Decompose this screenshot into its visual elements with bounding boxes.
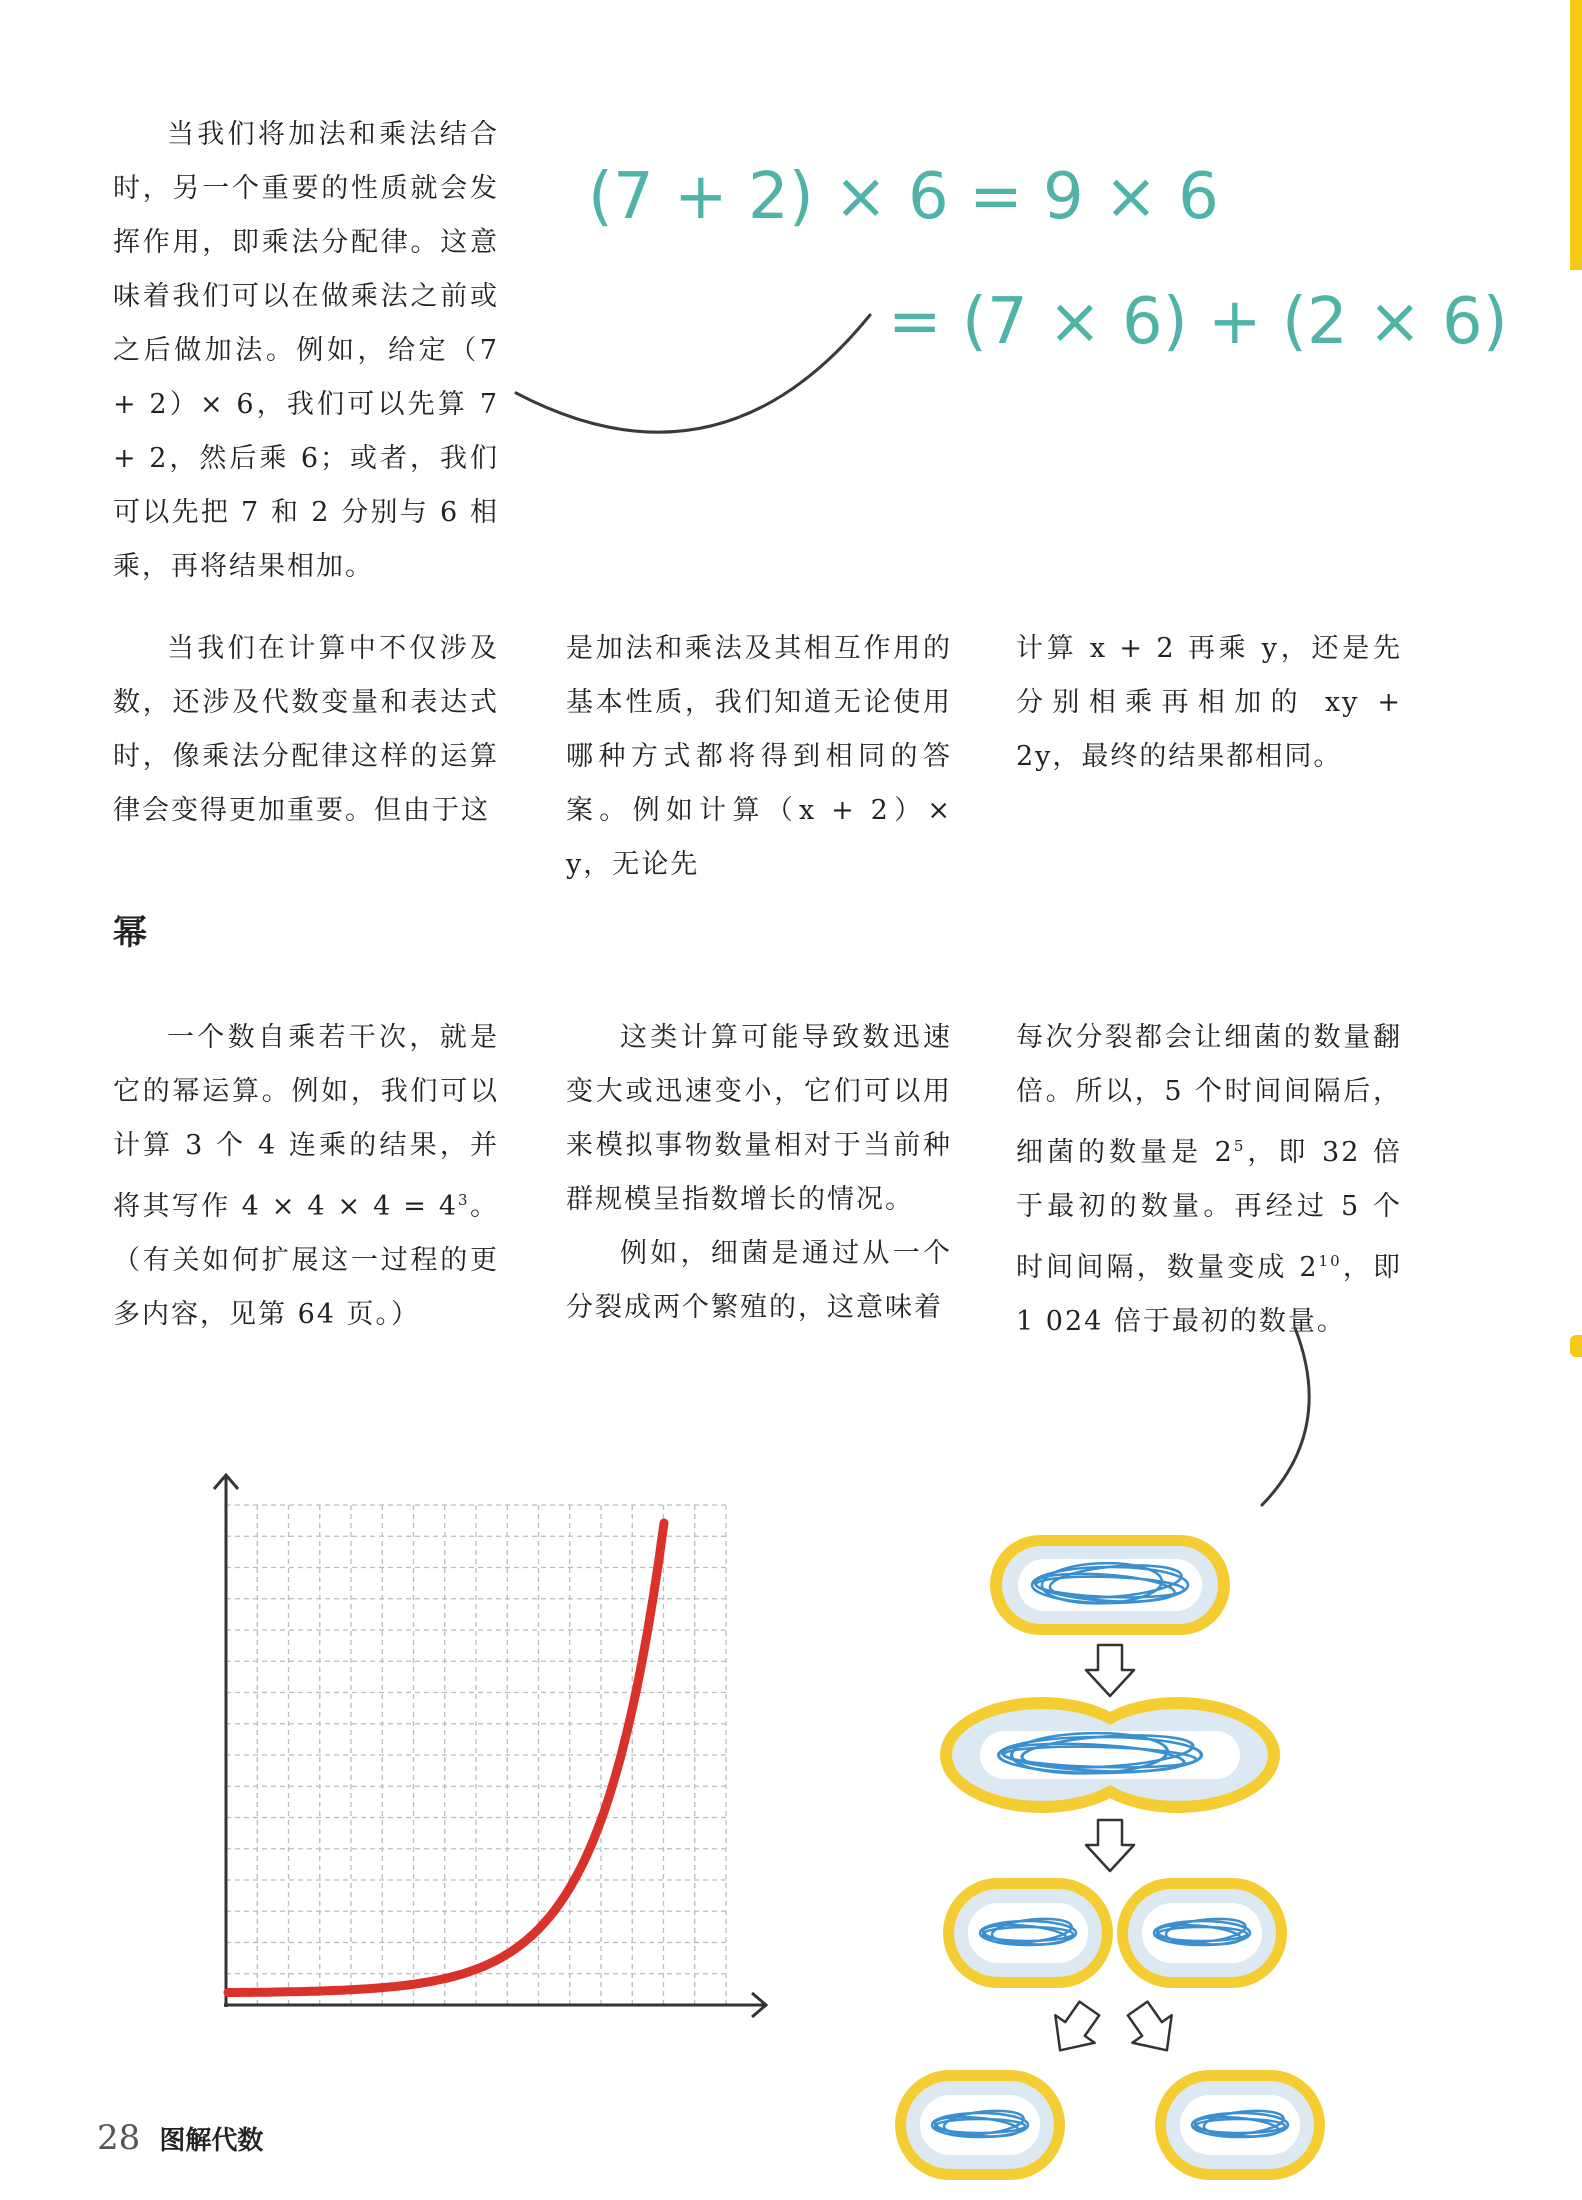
equation-line-2: = (7 × 6) + (2 × 6) [888, 285, 1508, 359]
powers-text-3c: ，即 1 024 倍于最初的数量。 [1016, 1252, 1402, 1337]
intro-text: 当我们将加法和乘法结合时，另一个重要的性质就会发挥作用，即乘法分配律。这意味着我们可以在做乘法之前或之后做加法。例如，给定（7 + 2）× 6，我们可以先算 7 + 2，然后乘 6；或者，我们可以先把 7 和 2 分别与 6 相乘，再将结果相加。 [113, 119, 499, 582]
arrow-down-icon [1086, 1820, 1134, 1871]
section-heading: 幂 [113, 913, 147, 953]
powers-text-1a: 一个数自乘若干次，就是它的幂运算。例如，我们可以计算 3 个 4 连乘的结果，并将其写作 4 × 4 × 4 = 4 [113, 1022, 499, 1222]
algebra-text-3: 计算 x + 2 再乘 y，还是先分别相乘再相加的 xy + 2y，最终的结果都相同。 [1016, 633, 1402, 772]
growth-chart [190, 1455, 780, 2025]
powers-text-3a: 每次分裂都会让细菌的数量翻倍。所以，5 个时间间隔后，细菌的数量是 2 [1016, 1022, 1402, 1168]
algebra-text-2: 是加法和乘法及其相互作用的基本性质，我们知道无论使用哪种方式都将得到相同的答案。例如计算（x + 2）× y，无论先 [566, 633, 952, 880]
chart-axes [214, 1475, 766, 2017]
power-exponent: 3 [458, 1191, 470, 1209]
bacterium-stage-1 [990, 1535, 1230, 1635]
powers-text-2a: 这类计算可能导致数迅速变大或迅速变小，它们可以用来模拟事物数量相对于当前种群规模呈指数增长的情况。 [566, 1022, 952, 1215]
arrow-down-icon [1086, 1645, 1134, 1696]
powers-text-1b: 。（有关如何扩展这一过程的更多内容，见第 64 页。） [113, 1191, 499, 1330]
equation-line-1: (7 + 2) × 6 = 9 × 6 [588, 160, 1219, 234]
page-number: 28 [97, 2118, 141, 2158]
chart-grid [226, 1505, 726, 2005]
bacterium-stage-3 [943, 1878, 1287, 1988]
arrow-split-left-icon [1040, 1995, 1109, 2064]
powers-text-2b: 例如，细菌是通过从一个分裂成两个繁殖的，这意味着 [566, 1238, 952, 1323]
bacterium-stage-4 [895, 2070, 1325, 2180]
page-footer [97, 2118, 263, 2158]
powers-text-3b: ，即 32 倍于最初的数量。再经过 5 个时间间隔，数量变成 2 [1016, 1137, 1402, 1283]
book-title: 图解代数 [159, 2126, 264, 2156]
arrow-split-right-icon [1118, 1995, 1187, 2064]
bacteria-division-illustration [910, 1505, 1360, 2195]
power-exponent-5: 5 [1233, 1137, 1246, 1155]
algebra-text-1: 当我们在计算中不仅涉及数，还涉及代数变量和表达式时，像乘法分配律这样的运算律会变得更加重要。但由于这 [113, 633, 499, 826]
growth-curve [228, 1523, 664, 1993]
power-exponent-10: 10 [1318, 1252, 1342, 1270]
bacterium-stage-2 [940, 1697, 1280, 1813]
